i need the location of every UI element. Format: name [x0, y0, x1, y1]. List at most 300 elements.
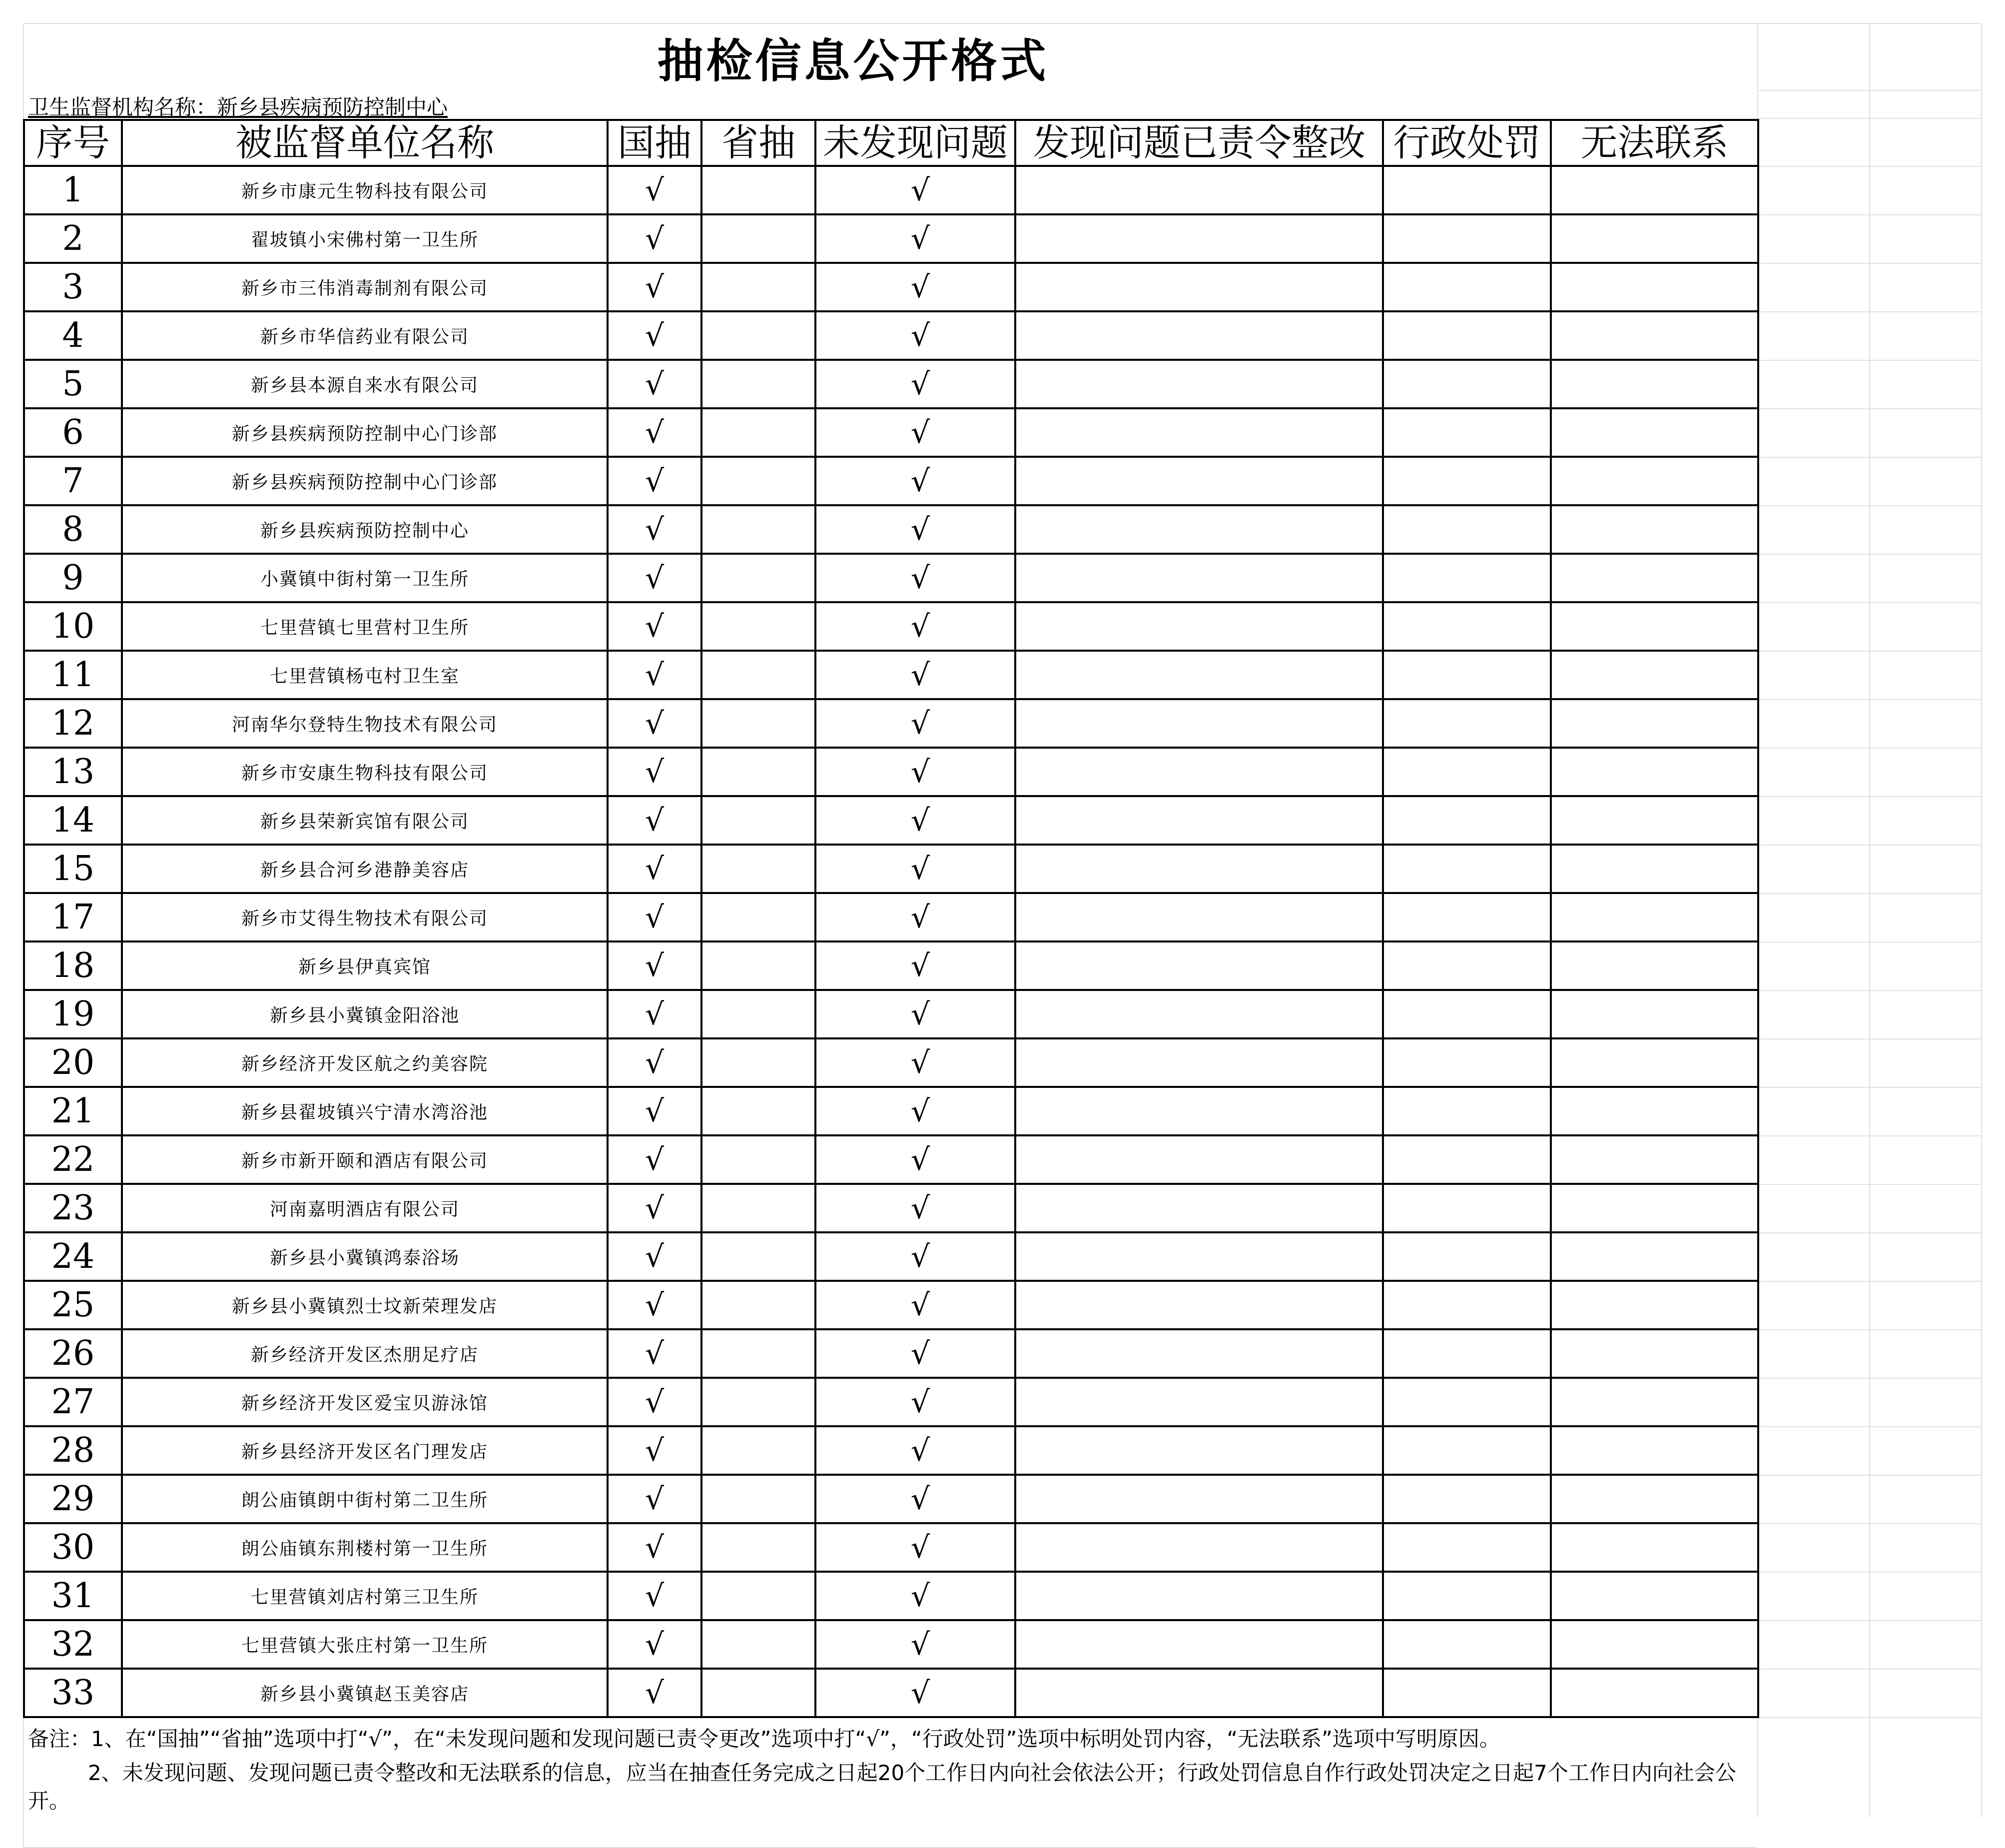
cell-unit-name: 朗公庙镇朗中街村第二卫生所	[122, 1475, 608, 1523]
cell-rectified	[1015, 1281, 1383, 1329]
grid-row-line	[1758, 1038, 1981, 1039]
table-row	[24, 1378, 1758, 1426]
cell-unit-name: 七里营镇刘店村第三卫生所	[122, 1572, 608, 1620]
cell-rectified	[1015, 990, 1383, 1038]
cell-no-problem: √	[815, 1329, 1015, 1378]
cell-no: 22	[24, 1135, 122, 1184]
cell-penalty	[1383, 554, 1551, 602]
grid-row-line	[1758, 699, 1981, 700]
cell-unit-name: 新乡县本源自来水有限公司	[122, 360, 608, 408]
grid-row-line	[1758, 748, 1981, 749]
grid-row-line	[1758, 311, 1981, 312]
cell-no: 21	[24, 1087, 122, 1135]
cell-unit-name: 七里营镇大张庄村第一卫生所	[122, 1620, 608, 1669]
cell-unit-name: 河南嘉明酒店有限公司	[122, 1184, 608, 1232]
cell-unit-name: 新乡市华信药业有限公司	[122, 311, 608, 360]
cell-unit-name: 新乡经济开发区航之约美容院	[122, 1038, 608, 1087]
table-row	[24, 1620, 1758, 1669]
cell-no-problem: √	[815, 408, 1015, 457]
cell-provincial-check	[701, 651, 815, 699]
cell-penalty	[1383, 1184, 1551, 1232]
cell-no: 31	[24, 1572, 122, 1620]
table-row	[24, 166, 1758, 214]
table-row	[24, 1135, 1758, 1184]
cell-no-contact	[1551, 651, 1758, 699]
cell-national-check: √	[608, 1184, 701, 1232]
grid-row-line	[1758, 1669, 1981, 1670]
cell-no: 12	[24, 699, 122, 748]
cell-national-check: √	[608, 263, 701, 311]
cell-penalty	[1383, 845, 1551, 893]
cell-national-check: √	[608, 1475, 701, 1523]
cell-rectified	[1015, 796, 1383, 845]
table-row	[24, 263, 1758, 311]
grid-row-line	[1758, 1523, 1981, 1524]
cell-no-contact	[1551, 1523, 1758, 1572]
cell-provincial-check	[701, 505, 815, 554]
cell-rectified	[1015, 1620, 1383, 1669]
cell-national-check: √	[608, 1232, 701, 1281]
cell-penalty	[1383, 1426, 1551, 1475]
cell-national-check: √	[608, 748, 701, 796]
org-row	[23, 91, 1757, 119]
table-row	[24, 1281, 1758, 1329]
cell-provincial-check	[701, 1669, 815, 1717]
cell-no-problem: √	[815, 311, 1015, 360]
cell-penalty	[1383, 1232, 1551, 1281]
cell-rectified	[1015, 505, 1383, 554]
table-row	[24, 1475, 1758, 1523]
cell-rectified	[1015, 457, 1383, 505]
cell-unit-name: 七里营镇七里营村卫生所	[122, 602, 608, 651]
cell-rectified	[1015, 263, 1383, 311]
cell-provincial-check	[701, 408, 815, 457]
cell-unit-name: 新乡县小冀镇金阳浴池	[122, 990, 608, 1038]
table-row	[24, 360, 1758, 408]
sheet-grid-extra	[1757, 23, 1982, 1818]
cell-unit-name: 新乡市安康生物科技有限公司	[122, 748, 608, 796]
cell-provincial-check	[701, 990, 815, 1038]
cell-penalty	[1383, 1523, 1551, 1572]
grid-row-line	[1758, 1717, 1981, 1718]
cell-national-check: √	[608, 311, 701, 360]
cell-no-contact	[1551, 311, 1758, 360]
header-national-check: 国抽	[608, 120, 701, 166]
cell-no-problem: √	[815, 941, 1015, 990]
cell-no-contact	[1551, 263, 1758, 311]
cell-penalty	[1383, 457, 1551, 505]
cell-no-problem: √	[815, 360, 1015, 408]
cell-provincial-check	[701, 1378, 815, 1426]
table-row	[24, 408, 1758, 457]
cell-provincial-check	[701, 311, 815, 360]
grid-row-line	[1758, 505, 1981, 506]
header-no-contact: 无法联系	[1551, 120, 1758, 166]
cell-no-contact	[1551, 1038, 1758, 1087]
grid-row-line	[1758, 941, 1981, 942]
cell-national-check: √	[608, 1620, 701, 1669]
cell-national-check: √	[608, 214, 701, 263]
cell-rectified	[1015, 1426, 1383, 1475]
cell-national-check: √	[608, 408, 701, 457]
cell-no-contact	[1551, 1426, 1758, 1475]
cell-no-contact	[1551, 1184, 1758, 1232]
cell-no-contact	[1551, 941, 1758, 990]
grid-row-line	[1758, 263, 1981, 264]
table-row	[24, 602, 1758, 651]
header-rectified: 发现问题已责令整改	[1015, 120, 1383, 166]
cell-no-contact	[1551, 748, 1758, 796]
cell-provincial-check	[701, 214, 815, 263]
cell-rectified	[1015, 893, 1383, 941]
cell-provincial-check	[701, 457, 815, 505]
cell-no-contact	[1551, 1087, 1758, 1135]
cell-national-check: √	[608, 699, 701, 748]
grid-row-line	[1758, 602, 1981, 603]
cell-no-contact	[1551, 1281, 1758, 1329]
cell-rectified	[1015, 651, 1383, 699]
grid-column-line	[1869, 23, 1870, 1818]
cell-no-problem: √	[815, 1184, 1015, 1232]
cell-no-contact	[1551, 1669, 1758, 1717]
header-provincial-check: 省抽	[701, 120, 815, 166]
cell-no-problem: √	[815, 214, 1015, 263]
cell-no: 29	[24, 1475, 122, 1523]
cell-no: 32	[24, 1620, 122, 1669]
cell-no: 11	[24, 651, 122, 699]
cell-no: 19	[24, 990, 122, 1038]
cell-rectified	[1015, 360, 1383, 408]
table-row	[24, 845, 1758, 893]
cell-rectified	[1015, 554, 1383, 602]
title-row	[23, 23, 1757, 91]
cell-rectified	[1015, 1378, 1383, 1426]
table-row	[24, 1426, 1758, 1475]
cell-national-check: √	[608, 1135, 701, 1184]
cell-provincial-check	[701, 941, 815, 990]
cell-no-problem: √	[815, 1281, 1015, 1329]
grid-row-line	[1758, 408, 1981, 409]
cell-national-check: √	[608, 1329, 701, 1378]
cell-unit-name: 河南华尔登特生物技术有限公司	[122, 699, 608, 748]
table-row	[24, 796, 1758, 845]
cell-unit-name: 新乡市三伟消毒制剂有限公司	[122, 263, 608, 311]
cell-unit-name: 新乡县伊真宾馆	[122, 941, 608, 990]
cell-penalty	[1383, 748, 1551, 796]
cell-no-problem: √	[815, 990, 1015, 1038]
cell-no-contact	[1551, 457, 1758, 505]
cell-no-contact	[1551, 408, 1758, 457]
cell-unit-name: 翟坡镇小宋佛村第一卫生所	[122, 214, 608, 263]
cell-no: 5	[24, 360, 122, 408]
grid-row-line	[1758, 1378, 1981, 1379]
cell-unit-name: 新乡县合河乡港静美容店	[122, 845, 608, 893]
cell-national-check: √	[608, 1572, 701, 1620]
cell-penalty	[1383, 1135, 1551, 1184]
cell-rectified	[1015, 1135, 1383, 1184]
cell-no: 10	[24, 602, 122, 651]
cell-rectified	[1015, 941, 1383, 990]
notes	[23, 1718, 1757, 1848]
cell-no-contact	[1551, 845, 1758, 893]
cell-no-problem: √	[815, 1038, 1015, 1087]
cell-no-problem: √	[815, 1572, 1015, 1620]
cell-penalty	[1383, 408, 1551, 457]
cell-penalty	[1383, 893, 1551, 941]
cell-no: 15	[24, 845, 122, 893]
cell-no-contact	[1551, 1232, 1758, 1281]
grid-row-line	[1758, 214, 1981, 215]
table-row	[24, 893, 1758, 941]
cell-rectified	[1015, 166, 1383, 214]
cell-no-contact	[1551, 893, 1758, 941]
cell-national-check: √	[608, 1038, 701, 1087]
cell-provincial-check	[701, 554, 815, 602]
cell-rectified	[1015, 602, 1383, 651]
cell-no-problem: √	[815, 1232, 1015, 1281]
table-row	[24, 1669, 1758, 1717]
cell-no: 4	[24, 311, 122, 360]
cell-penalty	[1383, 1087, 1551, 1135]
table-row	[24, 1232, 1758, 1281]
cell-unit-name: 新乡县疾病预防控制中心门诊部	[122, 457, 608, 505]
cell-national-check: √	[608, 1426, 701, 1475]
cell-no: 20	[24, 1038, 122, 1087]
grid-row-line	[1758, 1475, 1981, 1476]
cell-provincial-check	[701, 1620, 815, 1669]
cell-unit-name: 新乡县小冀镇鸿泰浴场	[122, 1232, 608, 1281]
cell-national-check: √	[608, 796, 701, 845]
grid-row-line	[1758, 1135, 1981, 1136]
cell-unit-name: 新乡县小冀镇赵玉美容店	[122, 1669, 608, 1717]
cell-rectified	[1015, 1184, 1383, 1232]
cell-no-problem: √	[815, 699, 1015, 748]
cell-no: 27	[24, 1378, 122, 1426]
cell-unit-name: 新乡市艾得生物技术有限公司	[122, 893, 608, 941]
cell-unit-name: 小冀镇中街村第一卫生所	[122, 554, 608, 602]
cell-unit-name: 新乡县经济开发区名门理发店	[122, 1426, 608, 1475]
cell-no: 2	[24, 214, 122, 263]
cell-no-contact	[1551, 1329, 1758, 1378]
grid-row-line	[1758, 1184, 1981, 1185]
cell-rectified	[1015, 1329, 1383, 1378]
header-row	[24, 120, 1758, 166]
grid-row-line	[1758, 1281, 1981, 1282]
cell-no-problem: √	[815, 457, 1015, 505]
cell-no-contact	[1551, 1135, 1758, 1184]
cell-no-contact	[1551, 554, 1758, 602]
grid-row-line	[1758, 360, 1981, 361]
cell-no-contact	[1551, 214, 1758, 263]
table-row	[24, 214, 1758, 263]
cell-no-problem: √	[815, 651, 1015, 699]
table-row	[24, 990, 1758, 1038]
cell-unit-name: 新乡经济开发区爱宝贝游泳馆	[122, 1378, 608, 1426]
table-row	[24, 1038, 1758, 1087]
cell-provincial-check	[701, 602, 815, 651]
cell-penalty	[1383, 651, 1551, 699]
cell-national-check: √	[608, 457, 701, 505]
cell-rectified	[1015, 845, 1383, 893]
cell-no-problem: √	[815, 1620, 1015, 1669]
grid-row-line	[1758, 651, 1981, 652]
cell-provincial-check	[701, 1281, 815, 1329]
cell-provincial-check	[701, 1572, 815, 1620]
table-row	[24, 748, 1758, 796]
cell-penalty	[1383, 263, 1551, 311]
page-title: 抽检信息公开格式	[657, 34, 1049, 88]
cell-rectified	[1015, 214, 1383, 263]
table-row	[24, 1087, 1758, 1135]
cell-no-contact	[1551, 990, 1758, 1038]
cell-provincial-check	[701, 845, 815, 893]
cell-no-problem: √	[815, 554, 1015, 602]
table-row	[24, 1523, 1758, 1572]
cell-rectified	[1015, 311, 1383, 360]
cell-unit-name: 新乡县翟坡镇兴宁清水湾浴池	[122, 1087, 608, 1135]
cell-penalty	[1383, 990, 1551, 1038]
cell-no: 6	[24, 408, 122, 457]
cell-no-contact	[1551, 360, 1758, 408]
cell-unit-name: 新乡县荣新宾馆有限公司	[122, 796, 608, 845]
cell-national-check: √	[608, 651, 701, 699]
cell-no-problem: √	[815, 893, 1015, 941]
grid-row-line	[1758, 23, 1981, 24]
cell-national-check: √	[608, 505, 701, 554]
cell-no: 8	[24, 505, 122, 554]
grid-row-line	[1758, 457, 1981, 458]
grid-row-line	[1758, 1232, 1981, 1233]
table-row	[24, 505, 1758, 554]
cell-no: 26	[24, 1329, 122, 1378]
cell-no-problem: √	[815, 845, 1015, 893]
cell-penalty	[1383, 1669, 1551, 1717]
cell-no-contact	[1551, 796, 1758, 845]
table-row	[24, 941, 1758, 990]
cell-penalty	[1383, 699, 1551, 748]
cell-no-problem: √	[815, 166, 1015, 214]
table-row	[24, 1329, 1758, 1378]
cell-no: 1	[24, 166, 122, 214]
org-name: 卫生监督机构名称：新乡县疾病预防控制中心	[28, 95, 448, 119]
cell-no-problem: √	[815, 1378, 1015, 1426]
cell-national-check: √	[608, 990, 701, 1038]
cell-no: 9	[24, 554, 122, 602]
cell-unit-name: 新乡县疾病预防控制中心门诊部	[122, 408, 608, 457]
cell-provincial-check	[701, 1087, 815, 1135]
cell-penalty	[1383, 1378, 1551, 1426]
cell-provincial-check	[701, 360, 815, 408]
cell-no-problem: √	[815, 748, 1015, 796]
cell-no: 33	[24, 1669, 122, 1717]
cell-rectified	[1015, 748, 1383, 796]
cell-rectified	[1015, 1572, 1383, 1620]
cell-national-check: √	[608, 1523, 701, 1572]
cell-no: 3	[24, 263, 122, 311]
cell-no: 17	[24, 893, 122, 941]
cell-no-contact	[1551, 602, 1758, 651]
table-row	[24, 554, 1758, 602]
grid-row-line	[1758, 1572, 1981, 1573]
cell-no: 24	[24, 1232, 122, 1281]
cell-penalty	[1383, 941, 1551, 990]
cell-unit-name: 新乡县疾病预防控制中心	[122, 505, 608, 554]
cell-penalty	[1383, 166, 1551, 214]
cell-no-contact	[1551, 1572, 1758, 1620]
cell-penalty	[1383, 214, 1551, 263]
cell-provincial-check	[701, 1475, 815, 1523]
cell-provincial-check	[701, 796, 815, 845]
cell-no-problem: √	[815, 1523, 1015, 1572]
cell-no-contact	[1551, 699, 1758, 748]
cell-provincial-check	[701, 893, 815, 941]
cell-provincial-check	[701, 166, 815, 214]
cell-penalty	[1383, 602, 1551, 651]
header-no-problem: 未发现问题	[815, 120, 1015, 166]
grid-row-line	[1758, 990, 1981, 991]
cell-penalty	[1383, 505, 1551, 554]
cell-penalty	[1383, 1475, 1551, 1523]
header-no: 序号	[24, 120, 122, 166]
cell-national-check: √	[608, 1378, 701, 1426]
cell-provincial-check	[701, 1038, 815, 1087]
cell-unit-name: 七里营镇杨屯村卫生室	[122, 651, 608, 699]
grid-row-line	[1758, 1426, 1981, 1427]
grid-row-line	[1758, 1087, 1981, 1088]
cell-no: 28	[24, 1426, 122, 1475]
cell-national-check: √	[608, 360, 701, 408]
cell-penalty	[1383, 1572, 1551, 1620]
cell-no-problem: √	[815, 505, 1015, 554]
cell-no-problem: √	[815, 1087, 1015, 1135]
cell-provincial-check	[701, 699, 815, 748]
cell-provincial-check	[701, 1426, 815, 1475]
grid-row-line	[1758, 554, 1981, 555]
cell-penalty	[1383, 1281, 1551, 1329]
cell-penalty	[1383, 360, 1551, 408]
cell-no: 25	[24, 1281, 122, 1329]
cell-unit-name: 朗公庙镇东荆楼村第一卫生所	[122, 1523, 608, 1572]
cell-provincial-check	[701, 263, 815, 311]
cell-no-problem: √	[815, 796, 1015, 845]
cell-penalty	[1383, 1620, 1551, 1669]
cell-unit-name: 新乡县小冀镇烈士坟新荣理发店	[122, 1281, 608, 1329]
cell-national-check: √	[608, 941, 701, 990]
note-2: 2、未发现问题、发现问题已责令整改和无法联系的信息，应当在抽查任务完成之日起20个工作日内向社会依法公开；行政处罚信息自作行政处罚决定之日起7个工作日内向社会公开。	[28, 1761, 1736, 1813]
cell-provincial-check	[701, 1184, 815, 1232]
table-row	[24, 311, 1758, 360]
table-row	[24, 1184, 1758, 1232]
cell-provincial-check	[701, 748, 815, 796]
table-row	[24, 651, 1758, 699]
cell-unit-name: 新乡经济开发区杰朋足疗店	[122, 1329, 608, 1378]
cell-penalty	[1383, 1329, 1551, 1378]
inspection-table	[23, 119, 1759, 1718]
header-unit-name: 被监督单位名称	[122, 120, 608, 166]
cell-national-check: √	[608, 1281, 701, 1329]
cell-no-problem: √	[815, 1135, 1015, 1184]
cell-unit-name: 新乡市新开颐和酒店有限公司	[122, 1135, 608, 1184]
grid-row-line	[1758, 118, 1981, 119]
grid-row-line	[1758, 1329, 1981, 1330]
cell-national-check: √	[608, 1669, 701, 1717]
cell-no: 18	[24, 941, 122, 990]
cell-national-check: √	[608, 1087, 701, 1135]
cell-no-problem: √	[815, 1475, 1015, 1523]
cell-national-check: √	[608, 166, 701, 214]
cell-rectified	[1015, 1087, 1383, 1135]
table-row	[24, 699, 1758, 748]
